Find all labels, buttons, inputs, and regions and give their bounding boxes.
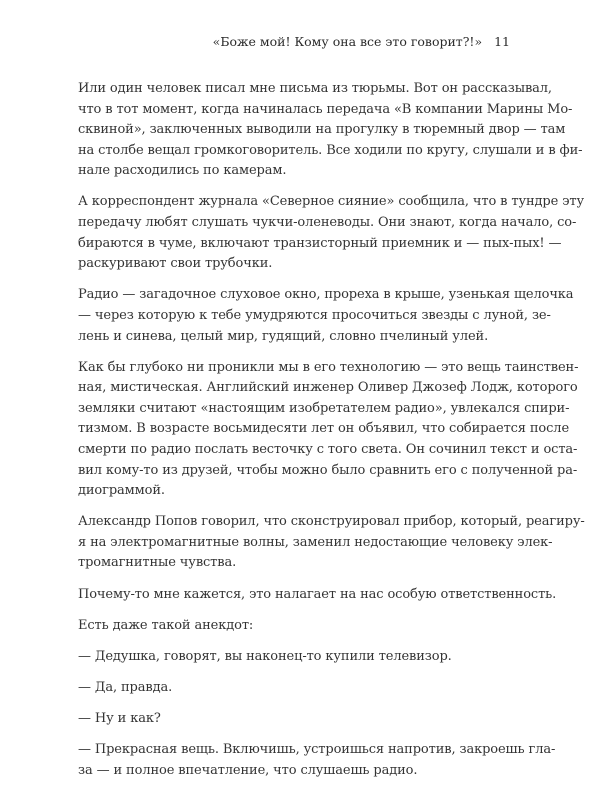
dialogue-line	[78, 740, 556, 781]
paragraph	[78, 285, 574, 347]
text-line: на столбе вещал громкоговоритель. Все ходили по кругу, слушали и в фи-	[78, 142, 583, 158]
text-line: — Прекрасная вещь. Включишь, устроишься напротив, закроешь гла-	[78, 742, 556, 758]
text-line: — Дедушка, говорят, вы наконец-то купили телевизор.	[78, 648, 452, 664]
text-line: — Да, правда.	[78, 679, 173, 695]
text-line: Почему-то мне кажется, это налагает на нас особую ответственность.	[78, 586, 557, 602]
body-text	[78, 79, 585, 792]
paragraph	[78, 585, 557, 606]
text-line: смерти по радио послать весточку с того света. Он сочинил текст и оста-	[78, 442, 578, 457]
running-header	[213, 34, 510, 49]
text-line: бираются в чуме, включают транзисторный приемник и — пых-пых! —	[78, 235, 562, 251]
paragraph	[78, 192, 584, 274]
text-line: А корреспондент журнала «Северное сияние» сообщила, что в тундре эту	[78, 194, 584, 210]
text-line: Радио — загадочное слуховое окно, прореха в крыше, узенькая щелочка	[78, 287, 574, 303]
text-line: Или один человек писал мне письма из тюрьмы. Вот он рассказывал,	[78, 81, 552, 96]
running-title: «Боже мой! Кому она все это говорит?!»	[212, 34, 483, 49]
text-line: — через которую к тебе умудряются просочиться звезды с луной, зе-	[78, 307, 551, 323]
text-line: тромагнитные чувства.	[78, 555, 237, 571]
text-line: я на электромагнитные волны, заменил недостающие человеку элек-	[78, 534, 553, 550]
text-line: передачу любят слушать чукчи-оленеводы. Они знают, когда начало, со-	[78, 215, 577, 231]
text-line: земляки считают «настоящим изобретателем радио», увлекался спири-	[78, 400, 570, 416]
text-line: диограммой.	[78, 483, 165, 499]
paragraph	[78, 79, 583, 182]
text-line: тизмом. В возрасте восьмидесяти лет он объявил, что собирается после	[78, 421, 570, 437]
paragraph	[78, 512, 585, 574]
text-line: за — и полное впечатление, что слушаешь радио.	[78, 762, 418, 778]
text-line: лень и синева, целый мир, гудящий, словно пчелиный улей.	[78, 328, 489, 344]
dialogue-line	[78, 678, 515, 699]
text-line: — Ну и как?	[78, 710, 161, 726]
text-line: раскуривают свои трубочки.	[78, 256, 273, 272]
text-line: Есть даже такой анекдот:	[78, 617, 254, 633]
dialogue-line	[78, 647, 515, 668]
text-line: вил кому-то из друзей, чтобы можно было сравнить его с полученной ра-	[78, 462, 578, 478]
paragraph	[78, 358, 579, 502]
paragraph	[78, 616, 515, 637]
text-line: Александр Попов говорил, что сконструировал прибор, который, реагиру-	[78, 514, 585, 530]
text-line: что в тот момент, когда начиналась передача «В компании Марины Мо-	[78, 101, 573, 117]
page-number: 11	[494, 34, 510, 49]
text-line: сквиной», заключенных выводили на прогулку в тюремный двор — там	[78, 122, 566, 138]
dialogue-line	[78, 709, 515, 730]
text-line: Как бы глубоко ни проникли мы в его технологию — это вещь таинствен-	[78, 359, 579, 375]
text-line: нале расходились по камерам.	[78, 163, 287, 179]
text-line: ная, мистическая. Английский инженер Оливер Джозеф Лодж, которого	[78, 380, 578, 396]
